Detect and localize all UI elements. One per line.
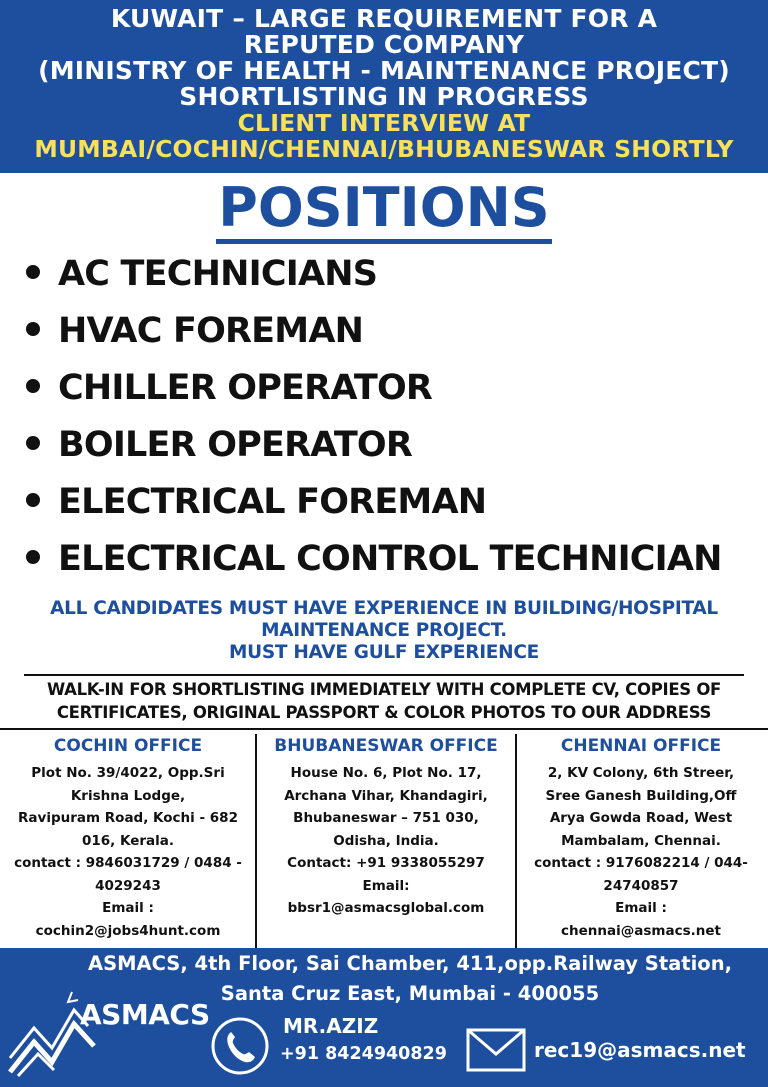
footer-address-line: Santa Cruz East, Mumbai - 400055	[220, 982, 600, 1005]
positions-list	[20, 246, 765, 588]
footer-address-line: ASMACS, 4th Floor, Sai Chamber, 411,opp.Railway Station,	[88, 952, 732, 975]
contact-phone[interactable]: +91 8424940829	[280, 1044, 447, 1064]
office-email: cochin2@jobs4hunt.com	[35, 922, 221, 939]
position-item: AC TECHNICIANS	[20, 246, 765, 303]
office-address-line: Krishna Lodge,	[70, 787, 186, 804]
logo-text: ASMACS	[80, 998, 210, 1031]
footer-banner	[0, 948, 768, 1087]
office-email: bbsr1@asmacsglobal.com	[287, 900, 485, 916]
position-item: ELECTRICAL CONTROL TECHNICIAN	[20, 531, 765, 588]
office-address-line: House No. 6, Plot No. 17,	[290, 765, 482, 781]
positions-title: POSITIONS	[0, 176, 768, 240]
bullet-icon	[26, 379, 40, 393]
walkin-line: WALK-IN FOR SHORTLISTING IMMEDIATELY WITH COMPLETE CV, COPIES OF	[46, 680, 722, 699]
bullet-icon	[26, 265, 40, 279]
phone-icon	[210, 1016, 270, 1076]
position-item: ELECTRICAL FOREMAN	[20, 474, 765, 531]
office-address-line: Plot No. 39/4022, Opp.Sri	[31, 765, 225, 781]
header-banner	[0, 0, 768, 173]
requirement-line: ALL CANDIDATES MUST HAVE EXPERIENCE IN BUILDING/HOSPITAL	[50, 598, 718, 619]
office-address-line: Bhubaneswar – 751 030,	[293, 810, 479, 826]
office-title: COCHIN OFFICE	[53, 736, 203, 756]
office-address-line: Arya Gowda Road, West	[549, 810, 733, 826]
office-chennai	[518, 730, 764, 948]
column-divider	[255, 734, 257, 948]
office-cochin	[4, 730, 252, 948]
office-title: CHENNAI OFFICE	[560, 736, 722, 756]
position-item: CHILLER OPERATOR	[20, 360, 765, 417]
office-email-label: Email:	[362, 877, 410, 894]
office-address-line: Archana Vihar, Khandagiri,	[284, 787, 488, 804]
office-address-line: Mambalam, Chennai.	[561, 832, 721, 849]
header-line: SHORTLISTING IN PROGRESS	[179, 82, 589, 111]
offices-section	[0, 730, 768, 948]
office-title: BHUBANESWAR OFFICE	[274, 736, 498, 756]
office-email-label: Email :	[102, 900, 154, 916]
office-contact-line: 4029243	[95, 877, 161, 894]
office-address-line: 016, Kerala.	[81, 832, 175, 849]
office-address-line: Ravipuram Road, Kochi - 682	[18, 810, 238, 826]
divider	[24, 674, 744, 676]
office-contact-line: Contact: +91 9338055297	[287, 855, 485, 871]
bullet-icon	[26, 493, 40, 507]
header-line: (MINISTRY OF HEALTH - MAINTENANCE PROJECT)	[38, 56, 730, 85]
office-email: chennai@asmacs.net	[561, 922, 721, 939]
office-contact-line: 24740857	[603, 877, 679, 894]
interview-cities: MUMBAI/COCHIN/CHENNAI/BHUBANESWAR SHORTLY	[34, 135, 734, 163]
walkin-notice	[0, 678, 768, 724]
column-divider	[515, 734, 517, 948]
office-address-line: 2, KV Colony, 6th Streer,	[547, 765, 735, 781]
requirements-block	[0, 598, 768, 664]
office-address-line: Odisha, India.	[333, 832, 439, 849]
office-contact-line: contact : 9176082214 / 044-	[534, 855, 748, 871]
office-bhubaneswar	[258, 730, 514, 948]
interview-line: CLIENT INTERVIEW AT	[237, 109, 531, 137]
contact-name: MR.AZIZ	[283, 1014, 379, 1038]
bullet-icon	[26, 550, 40, 564]
position-item: BOILER OPERATOR	[20, 417, 765, 474]
bullet-icon	[26, 436, 40, 450]
header-line: REPUTED COMPANY	[243, 30, 525, 59]
bullet-icon	[26, 322, 40, 336]
requirement-line: MAINTENANCE PROJECT.	[261, 620, 507, 641]
contact-email[interactable]: rec19@asmacs.net	[534, 1038, 746, 1062]
requirement-line: MUST HAVE GULF EXPERIENCE	[229, 642, 539, 663]
position-item: HVAC FOREMAN	[20, 303, 765, 360]
header-line: KUWAIT – LARGE REQUIREMENT FOR A	[110, 4, 658, 33]
envelope-icon	[466, 1028, 526, 1072]
office-contact-line: contact : 9846031729 / 0484 -	[14, 855, 242, 871]
office-address-line: Sree Ganesh Building,Off	[545, 787, 737, 804]
walkin-line: CERTIFICATES, ORIGINAL PASSPORT & COLOR PHOTOS TO OUR ADDRESS	[56, 703, 712, 722]
office-email-label: Email :	[615, 900, 667, 916]
